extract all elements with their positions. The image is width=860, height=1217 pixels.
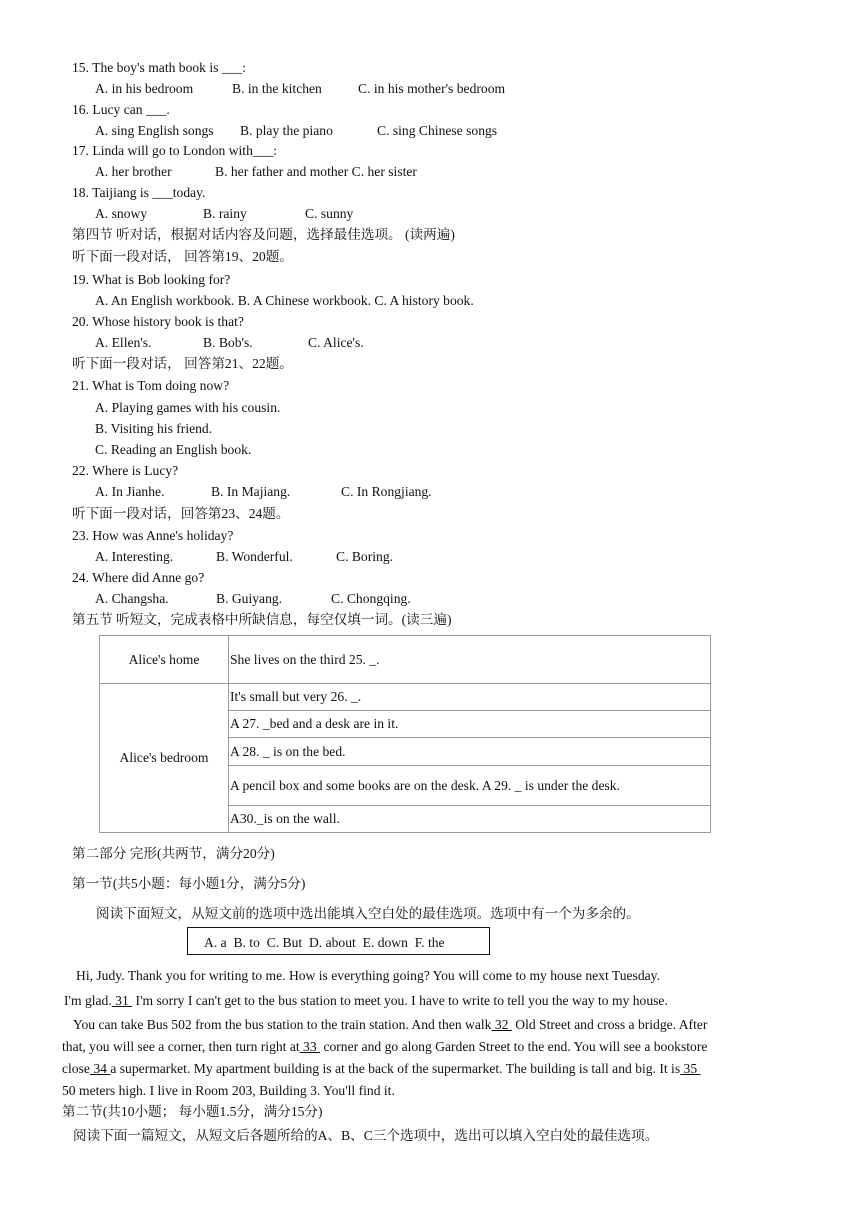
option-24a: A. Changsha. (95, 591, 169, 606)
table-cell-28: A 28. _ is on the bed. (229, 738, 711, 766)
question-22: 22. Where is Lucy? (72, 463, 179, 478)
option-23a: A. Interesting. (95, 549, 174, 564)
dialogue3-instruction: 听下面一段对话，回答第23、24题。 (72, 506, 290, 521)
option-23c: C. Boring. (336, 549, 394, 564)
info-table (99, 635, 711, 833)
question-24: 24. Where did Anne go? (72, 570, 205, 585)
option-21b: B. Visiting his friend. (95, 421, 213, 436)
option-24c: C. Chongqing. (331, 591, 411, 606)
passage-line-2: I'm glad. 31 I'm sorry I can't get to the bus station to meet you. I have to write to tell you the way to my house. (64, 993, 668, 1008)
option-21c: C. Reading an English book. (95, 442, 252, 457)
passage-line-3: You can take Bus 502 from the bus station to the train station. And then walk 32 Old Street and cross a bridge. After (73, 1017, 708, 1032)
option-20a: A. Ellen's. (95, 335, 152, 350)
option-17a: A. her brother (95, 164, 172, 179)
option-15c: C. in his mother's bedroom (358, 81, 506, 96)
part2-title: 第二部分 完形(共两节，满分20分) (72, 846, 275, 861)
option-18c: C. sunny (305, 206, 354, 221)
part2-section2-title: 第二节(共10小题； 每小题1.5分，满分15分) (62, 1104, 323, 1119)
blank-33: 33 (299, 1039, 321, 1054)
option-15a: A. in his bedroom (95, 81, 194, 96)
option-16b: B. play the piano (240, 123, 333, 138)
dialogue1-instruction: 听下面一段对话， 回答第19、20题。 (72, 249, 293, 264)
section4-title: 第四节 听对话，根据对话内容及问题，选择最佳选项。 (读两遍) (72, 227, 455, 242)
section5-title: 第五节 听短文，完成表格中所缺信息，每空仅填一词。(读三遍) (72, 612, 452, 627)
dialogue2-instruction: 听下面一段对话， 回答第21、22题。 (72, 356, 293, 371)
option-24b: B. Guiyang. (216, 591, 283, 606)
option-21a: A. Playing games with his cousin. (95, 400, 281, 415)
blank-35: 35 (680, 1061, 701, 1076)
passage-line-1: Hi, Judy. Thank you for writing to me. How is everything going? You will come to my house next Tuesday. (76, 968, 660, 983)
option-22b: B. In Majiang. (211, 484, 291, 499)
blank-34: 34 (89, 1061, 111, 1076)
table-label-bedroom: Alice's bedroom (100, 684, 229, 833)
option-20b: B. Bob's. (203, 335, 253, 350)
option-22a: A. In Jianhe. (95, 484, 165, 499)
part2-instruction2: 阅读下面一篇短文，从短文后各题所给的A、B、C三个选项中，选出可以填入空白处的最佳选项。 (73, 1128, 659, 1143)
question-19: 19. What is Bob looking for? (72, 272, 231, 287)
table-cell-25: She lives on the third 25. _. (229, 636, 711, 684)
option-16a: A. sing English songs (95, 123, 214, 138)
question-23: 23. How was Anne's holiday? (72, 528, 234, 543)
question-16: 16. Lucy can ___. (72, 102, 170, 117)
table-cell-29: A pencil box and some books are on the desk. A 29. _ is under the desk. (229, 766, 711, 806)
table-cell-26: It's small but very 26. _. (229, 684, 711, 711)
table-cell-27: A 27. _bed and a desk are in it. (229, 711, 711, 738)
option-18a: A. snowy (95, 206, 148, 221)
option-23b: B. Wonderful. (216, 549, 293, 564)
blank-32: 32 (491, 1017, 512, 1032)
question-21: 21. What is Tom doing now? (72, 378, 230, 393)
option-22c: C. In Rongjiang. (341, 484, 432, 499)
options-19: A. An English workbook. B. A Chinese workbook. C. A history book. (95, 293, 474, 308)
table-cell-30: A30._is on the wall. (229, 806, 711, 833)
option-15b: B. in the kitchen (232, 81, 322, 96)
options-box (187, 927, 490, 955)
question-17: 17. Linda will go to London with___: (72, 143, 278, 158)
passage-line-5: close 34 a supermarket. My apartment building is at the back of the supermarket. The building is tall and big. It is 35 (62, 1061, 701, 1076)
option-16c: C. sing Chinese songs (377, 123, 498, 138)
passage-line-6: 50 meters high. I live in Room 203, Building 3. You'll find it. (62, 1083, 395, 1098)
option-18b: B. rainy (203, 206, 247, 221)
part2-section1-title: 第一节(共5小题：每小题1分，满分5分) (72, 876, 306, 891)
table-label-home: Alice's home (100, 636, 229, 684)
blank-31: 31 (111, 993, 133, 1008)
passage-line-4: that, you will see a corner, then turn right at 33 corner and go along Garden Street to the end. You will see a bookstore (62, 1039, 708, 1054)
question-18: 18. Taijiang is ___today. (72, 185, 206, 200)
option-17b: B. her father and mother C. her sister (215, 164, 417, 179)
question-20: 20. Whose history book is that? (72, 314, 244, 329)
options-list: A. a B. to C. But D. about E. down F. the (204, 935, 445, 950)
option-20c: C. Alice's. (308, 335, 364, 350)
question-15: 15. The boy's math book is ___: (72, 60, 247, 75)
part2-instruction: 阅读下面短文，从短文前的选项中选出能填入空白处的最佳选项。选项中有一个为多余的。 (96, 906, 640, 921)
